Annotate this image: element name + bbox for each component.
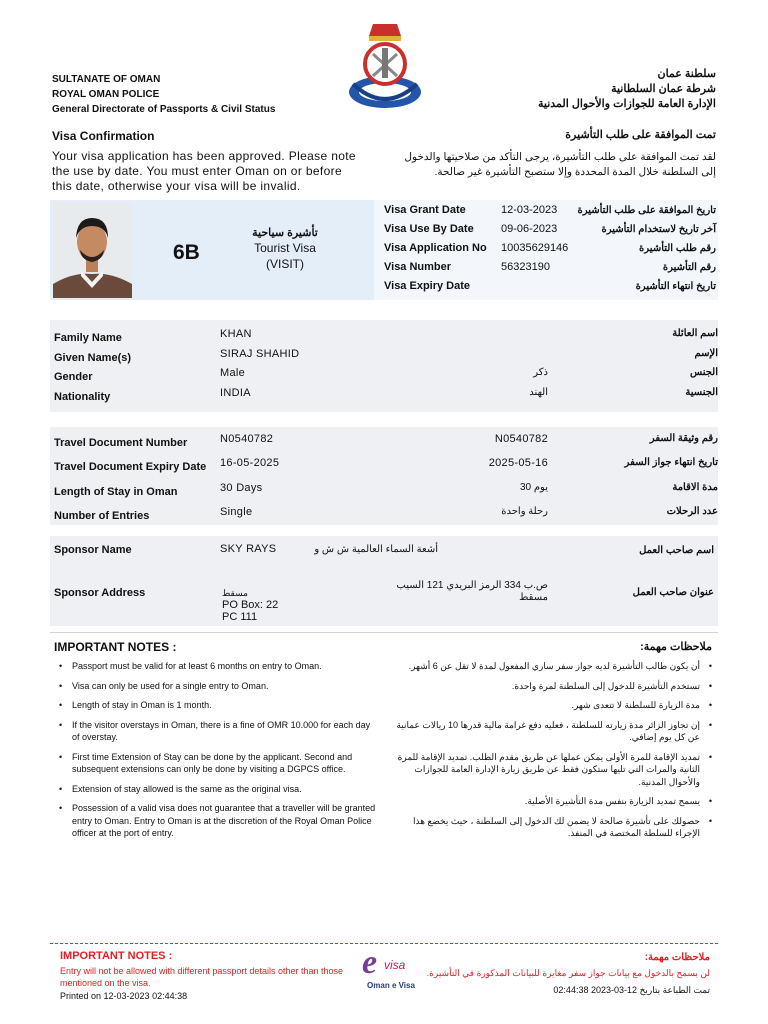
note-item-ar: • تستخدم التأشيرة للدخول إلى السلطنة لمرة واحدة. [396,680,716,693]
info-label: Family Name [54,332,122,344]
info-label-ar: رقم وثيقة السفر [649,433,718,444]
info-value-ar: رحلة واحدة [501,505,548,517]
visa-type-block [235,226,335,271]
info-label-ar: تاريخ انتهاء جواز السفر [624,457,718,469]
footer-title-ar: ملاحظات مهمة: [644,952,710,963]
info-label: Given Name(s) [54,351,132,364]
info-row [54,328,718,348]
notes-divider [50,632,718,633]
note-item: • If the visitor overstays in Oman, there is a fine of OMR 10.000 for each day of overstay. [52,719,376,744]
info-label: Number of Entries [54,509,150,522]
info-row [54,506,718,530]
evisa-logo-text: Oman e Visa [367,981,415,990]
visa-row-label-ar: رقم التأشيرة [662,262,716,273]
info-value: Single [220,505,253,518]
sponsor-name-label: Sponsor Name [54,544,132,556]
info-label: Length of Stay in Oman [54,485,178,498]
info-value: SIRAJ SHAHID [220,347,300,360]
notes-list [52,660,376,847]
header-police: ROYAL OMAN POLICE [52,89,160,100]
info-label: Travel Document Number [54,437,188,449]
note-item: • Visa can only be used for a single entry to Oman. [52,680,376,693]
info-row [54,457,718,481]
header-directorate: General Directorate of Passports & Civil Status [52,104,276,115]
visa-row-value: 09-06-2023 [501,223,558,235]
confirmation-title: Visa Confirmation [52,129,155,143]
info-label-ar: اسم العائلة [672,328,718,339]
info-row [54,387,718,407]
note-item: • First time Extension of Stay can be done by the applicant. Second and subsequent extensions can only be done by visiting a DGPCS office. [52,751,376,776]
visa-code: 6B [173,241,200,264]
visa-row-label-ar: رقم طلب التأشيرة [639,243,716,254]
info-value: 30 Days [220,481,263,494]
notes-title-ar: ملاحظات مهمة: [640,641,712,653]
visa-row-label: Visa Number [384,261,452,273]
info-label-ar: مدة الاقامة [672,481,718,493]
confirmation-text: Your visa application has been approved. Please note the use by date. You must enter Oman on or before this date, otherwise your visa will be invalid. [52,149,356,193]
info-label: Nationality [54,390,111,403]
note-item-ar: • تمديد الإقامة للمرة الأولى يمكن عملها عن طريق مقدم الطلب. تمديد الإقامة للمرة الثانية والمرات التي تليها ستكون فقط عن طريق زيارة الإدارة العامة للجوازات والأحوال المدنية. [396,751,716,789]
confirmation-text-ar: لقد تمت الموافقة على طلب التأشيرة، يرجى التأكد من صلاحيتها والدخول إلى السلطنة خلال المدة المحددة وإلا ستصبح التأشيرة غير صالحة. [404,151,716,178]
info-value-ar: N0540782 [494,433,548,445]
info-label-ar: عدد الرحلات [666,505,718,517]
visa-type-ar: تأشيرة سياحية [252,227,318,239]
note-item-ar: • حصولك على تأشيرة صالحة لا يضمن لك الدخول إلى السلطنة ، حيث يخضع هذا الإجراء للسلطة المختصة في المنفذ. [396,815,716,840]
note-item: • Length of stay in Oman is 1 month. [52,699,376,712]
info-value-ar: ذكر [533,367,548,378]
info-value-ar: 2025-05-16 [488,457,548,470]
note-item: • Extension of stay allowed is the same as the original visa. [52,783,376,796]
sponsor-name-value-ar: أشعة السماء العالمية ش ش و [314,544,438,555]
visa-row-label: Visa Grant Date [384,204,466,216]
info-row [54,482,718,506]
visa-row [384,258,718,277]
visa-row-label: Visa Use By Date [384,223,474,235]
info-label: Travel Document Expiry Date [54,461,207,474]
visa-type-sub: (VISIT) [266,257,304,271]
info-label-ar: الجنس [689,367,718,378]
evisa-logo-small: visa [384,958,406,972]
notes-title: IMPORTANT NOTES : [54,640,177,654]
personal-rows [54,328,718,406]
info-value: N0540782 [220,433,274,445]
applicant-photo [53,202,132,298]
visa-type: Tourist Visa [254,241,316,255]
visa-row-value: 12-03-2023 [501,204,558,216]
sponsor-name-label-ar: اسم صاحب العمل [639,545,714,556]
info-label-ar: الجنسية [685,386,718,398]
footer-text: Entry will not be allowed with different passport details other than those mentioned on the visa. [60,966,343,988]
sponsor-address-value-ar [348,580,548,604]
footer-printed-ar: تمت الطباعة بتاريخ 12-03-2023 02:44:38 [553,985,710,995]
police-emblem-icon [343,14,427,114]
notes-list-ar [396,660,716,847]
visa-row-label-ar: آخر تاريخ لاستخدام التأشيرة [601,224,716,235]
info-label: Gender [54,371,93,383]
info-value: KHAN [220,328,252,340]
sponsor-address-line: PC 111 [222,611,258,623]
header-country-ar: سلطنة عمان [657,68,716,80]
visa-row [384,220,718,239]
info-row [54,348,718,368]
visa-row-label: Visa Application No [384,242,487,254]
note-item-ar: • يسمح تمديد الزيارة بنفس مدة التأشيرة الأصلية. [396,795,716,808]
info-row [54,433,718,457]
visa-row-value: 56323190 [501,261,550,273]
sponsor-address-line: PO Box: 22 [222,599,279,611]
info-row [54,367,718,387]
sponsor-name-value: SKY RAYS [220,543,277,555]
sponsor-address-line: مسقط [222,588,248,598]
sponsor-address-label-ar: عنوان صاحب العمل [632,587,714,598]
visa-row-label: Visa Expiry Date [384,280,471,292]
note-item: • Possession of a valid visa does not guarantee that a traveller will be granted entry to Oman. Entry to Oman is at the discretion of the Royal Oman Police officer at the port of entry. [52,802,376,840]
sponsor-address-line-ar: ص.ب 334 الرمز البريدي 121 السيب [396,580,548,591]
note-item-ar: • أن يكون طالب التأشيرة لديه جواز سفر ساري المفعول لمدة لا تقل عن 6 أشهر. [396,660,716,673]
info-label-ar: الإسم [694,347,718,359]
header-directorate-ar: الإدارة العامة للجوازات والأحوال المدنية [538,98,716,110]
info-value: 16-05-2025 [220,457,280,470]
visa-row-value: 10035629146 [501,242,569,254]
visa-row [384,277,718,296]
header-country: SULTANATE OF OMAN [52,74,161,85]
note-item-ar: • مدة الزيارة للسلطنة لا تتعدى شهر. [396,699,716,712]
footer-text-ar: لن يسمح بالدخول مع بيانات جواز سفر مغايرة للبيانات المذكورة في التأشيرة. [426,968,710,978]
info-value-ar: الهند [529,386,548,398]
visa-row-label-ar: تاريخ انتهاء التأشيرة [635,281,716,292]
note-item: • Passport must be valid for at least 6 months on entry to Oman. [52,660,376,673]
evisa-logo-letter: e [362,944,378,981]
header-police-ar: شرطة عمان السلطانية [611,83,716,95]
header-english [52,72,275,117]
info-value-ar: 30 يوم [519,481,548,493]
info-value: INDIA [220,386,251,399]
footer-printed: Printed on 12-03-2023 02:44:38 [60,991,188,1001]
info-value: Male [220,367,246,379]
sponsor-address-label: Sponsor Address [54,587,146,599]
visa-row [384,201,718,220]
header-arabic [476,67,716,112]
note-item-ar: • إن تجاوز الزائر مدة زيارته للسلطنة ، فعليه دفع غرامة مالية قدرها 10 ريالات عمانية عن كل يوم إضافي. [396,719,716,744]
visa-details [384,201,718,296]
travel-rows [54,433,718,530]
visa-row-label-ar: تاريخ الموافقة على طلب التأشيرة [577,205,716,216]
sponsor-address-value [222,587,278,623]
visa-row [384,239,718,258]
confirmation-title-ar: تمت الموافقة على طلب التأشيرة [565,129,716,141]
sponsor-address-line-ar: مسقط [519,592,548,603]
footer-title: IMPORTANT NOTES : [60,950,173,962]
